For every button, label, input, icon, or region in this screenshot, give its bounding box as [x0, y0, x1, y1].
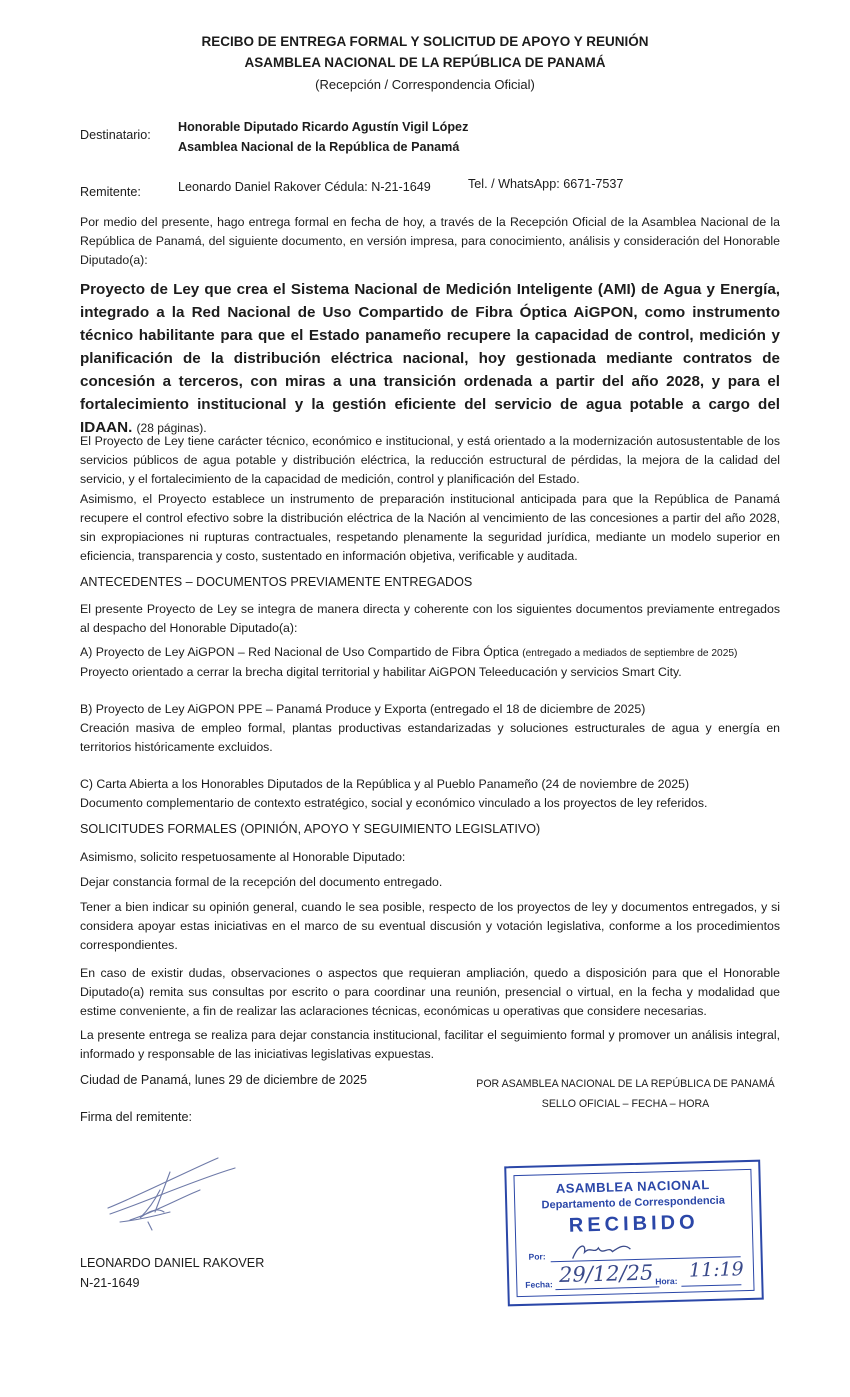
received-stamp	[504, 1160, 764, 1307]
section-antecedentes-intro: El presente Proyecto de Ley se integra de manera directa y coherente con los siguientes documentos previamente entregados al despacho del Honorable Diputado(a):	[80, 602, 780, 635]
sender-label: Remitente:	[80, 185, 141, 199]
request-1: Dejar constancia formal de la recepción del documento entregado.	[80, 875, 443, 889]
paragraph-2: Asimismo, el Proyecto establece un instrumento de preparación institucional anticipada para que la República de Panamá recupere el control efectivo sobre la distribución eléctrica de la Nación al vencimiento de las concesiones a partir del año 2028, sin expropiaciones ni rupturas contractuales, respetando plenamente la seguridad jurídica, mediante un modelo superior en eficiencia, transparencia y costo, sustentado en información objetiva, verificable y auditada.	[80, 492, 780, 563]
doc-title-line2: ASAMBLEA NACIONAL DE LA REPÚBLICA DE PANAMÁ	[244, 55, 606, 70]
request-intro: Asimismo, solicito respetuosamente al Honorable Diputado:	[80, 850, 406, 864]
signer-name: LEONARDO DANIEL RAKOVER	[80, 1256, 265, 1270]
recipient-name: Honorable Diputado Ricardo Agustín Vigil López	[178, 120, 469, 134]
section-antecedentes-title: ANTECEDENTES – DOCUMENTOS PREVIAMENTE ENTREGADOS	[80, 575, 473, 589]
assembly-line-1: POR ASAMBLEA NACIONAL DE LA REPÚBLICA DE PANAMÁ	[476, 1078, 775, 1090]
item-c-desc: Documento complementario de contexto estratégico, social y económico vinculado a los proyectos de ley referidos.	[80, 796, 708, 810]
stamp-fecha-value: 29/12/25	[558, 1260, 654, 1287]
section-solicitudes-title: SOLICITUDES FORMALES (OPINIÓN, APOYO Y SEGUIMIENTO LEGISLATIVO)	[80, 822, 541, 836]
stamp-department: Departamento de Correspondencia	[541, 1194, 726, 1212]
stamp-frame	[513, 1169, 754, 1297]
item-a	[80, 643, 780, 682]
stamp-por-handwriting	[568, 1237, 649, 1263]
stamp-fecha-line	[555, 1286, 659, 1290]
stamp-received: RECIBIDO	[568, 1211, 699, 1237]
signature-drawing	[100, 1150, 250, 1235]
request-2: Tener a bien indicar su opinión general, cuando le sea posible, respecto de los proyectos de ley y documentos entregados, y si considera apoyar estas iniciativas en el marco de su eventual discusión y votación legislativa, conforme a los procedimientos correspondientes.	[80, 900, 780, 952]
item-a-note: (entregado a mediados de septiembre de 2025)	[522, 648, 738, 659]
project-title-text: Proyecto de Ley que crea el Sistema Nacional de Medición Inteligente (AMI) de Agua y Energía, integrado a la Red Nacional de Uso Compartido de Fibra Óptica AiGPON, como instrumento técnico habilitante para que el Estado panameño recupere la capacidad de control, medición y planificación de la distribución eléctrica nacional, hoy gestionada mediante contratos de concesión a terceros, con miras a una transición ordenada a partir del año 2028, y para el fortalecimiento institucional y la gestión eficiente del servicio de agua potable a cargo del IDAAN.	[80, 281, 780, 436]
item-a-title: A) Proyecto de Ley AiGPON – Red Nacional de Uso Compartido de Fibra Óptica (entregado a mediados de septiembre de 2025)	[80, 645, 738, 659]
paragraph-1: El Proyecto de Ley tiene carácter técnico, económico e institucional, y está orientado a la modernización autosustentable de los servicios públicos de agua potable y distribución eléctrica, la reducción estructural de pérdidas, la mejora de la calidad del servicio, y el fortalecimiento de la capacidad de medición, control y planificación del Estado.	[80, 434, 780, 486]
item-b	[80, 700, 780, 757]
intro-paragraph: Por medio del presente, hago entrega formal en fecha de hoy, a través de la Recepción Oficial de la Asamblea Nacional de la República de Panamá, del siguiente documento, en versión impresa, para conocimiento, análisis y consideración del Honorable Diputado(a):	[80, 215, 780, 267]
request-3: En caso de existir dudas, observaciones o aspectos que requieran ampliación, quedo a disposición para que el Honorable Diputado(a) remita sus consultas por escrito o para coordinar una reunión, presencial o virtual, en la fecha y modalidad que estime conveniente, a fin de realizar las aclaraciones técnicas, económicas u operativas que considere necesarias.	[80, 966, 780, 1018]
doc-title-line1: RECIBO DE ENTREGA FORMAL Y SOLICITUD DE APOYO Y REUNIÓN	[201, 34, 649, 49]
stamp-hora-value: 11:19	[688, 1258, 745, 1282]
signer-id: N-21-1649	[80, 1276, 140, 1290]
sender-contact: Tel. / WhatsApp: 6671-7537	[468, 177, 624, 191]
date-line: Ciudad de Panamá, lunes 29 de diciembre de 2025	[80, 1073, 368, 1087]
stamp-hora-label: Hora:	[655, 1275, 678, 1287]
stamp-title: ASAMBLEA NACIONAL	[555, 1177, 710, 1197]
assembly-block	[468, 1074, 783, 1114]
stamp-hora-line	[681, 1284, 741, 1287]
doc-subtitle: (Recepción / Correspondencia Oficial)	[315, 77, 535, 92]
signature-label: Firma del remitente:	[80, 1110, 192, 1124]
item-c	[80, 775, 780, 813]
project-title	[80, 278, 780, 440]
recipient-org: Asamblea Nacional de la República de Panamá	[178, 140, 460, 154]
item-a-desc: Proyecto orientado a cerrar la brecha digital territorial y habilitar AiGPON Teleeducación y servicios Smart City.	[80, 665, 682, 679]
item-b-title: B) Proyecto de Ley AiGPON PPE – Panamá Produce y Exporta (entregado el 18 de diciembre de 2025)	[80, 702, 646, 716]
stamp-por-label: Por:	[528, 1251, 546, 1262]
closing-paragraph: La presente entrega se realiza para dejar constancia institucional, facilitar el seguimiento formal y promover un análisis integral, informado y responsable de las iniciativas legislativas expuestas.	[80, 1028, 780, 1061]
sender-name: Leonardo Daniel Rakover Cédula: N-21-1649	[178, 180, 431, 194]
stamp-fecha-label: Fecha:	[525, 1279, 553, 1290]
recipient-label: Destinatario:	[80, 128, 151, 142]
item-c-title: C) Carta Abierta a los Honorables Diputados de la República y al Pueblo Panameño (24 de noviembre de 2025)	[80, 777, 690, 791]
item-b-desc: Creación masiva de empleo formal, plantas productivas estandarizadas y soluciones estructurales de agua y energía en territorios históricamente excluidos.	[80, 721, 780, 754]
project-pages: (28 páginas).	[136, 421, 207, 435]
assembly-line-2: SELLO OFICIAL – FECHA – HORA	[541, 1098, 710, 1110]
